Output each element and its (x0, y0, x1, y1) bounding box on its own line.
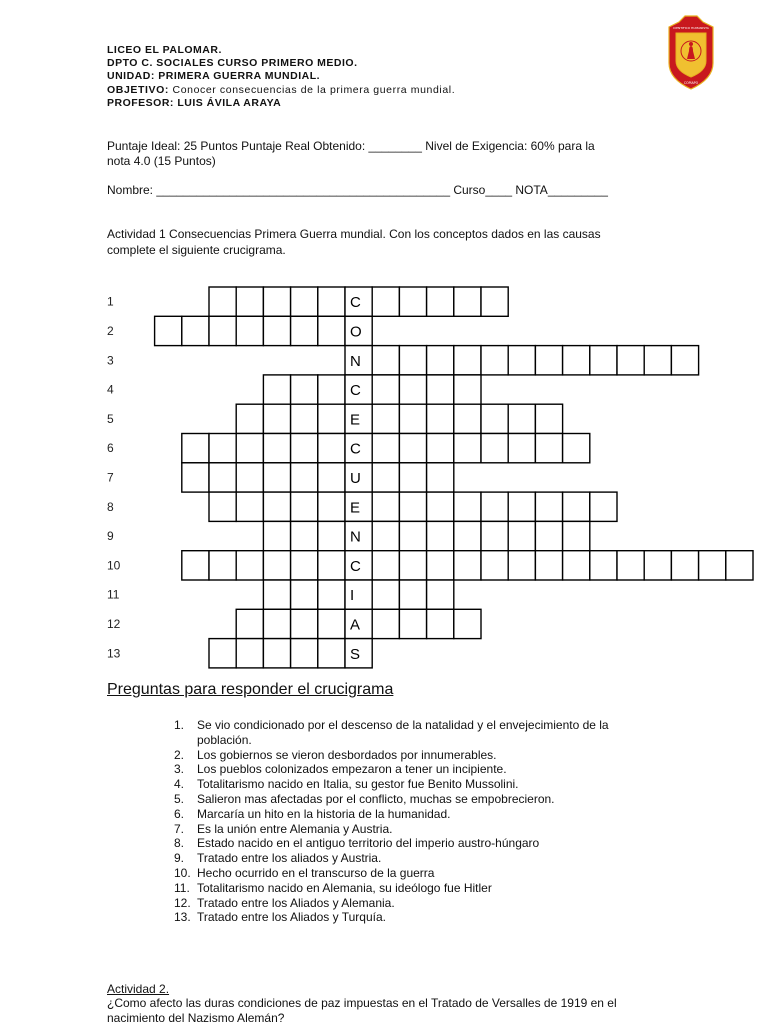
crossword-cell[interactable] (318, 287, 345, 316)
crossword-cell[interactable] (481, 492, 508, 521)
question-number: 11. (174, 880, 190, 895)
question-number: 3. (174, 762, 185, 777)
crossword-cell[interactable] (263, 287, 290, 316)
crossword-grid[interactable] (0, 280, 768, 670)
crossword-cell[interactable] (263, 316, 290, 345)
activity-2-question-line-2: nacimiento del Nazismo Alemán? (107, 1011, 285, 1025)
crossword-cell[interactable] (263, 434, 290, 463)
crossword-cell[interactable] (481, 404, 508, 433)
teacher: PROFESOR: LUIS ÁVILA ARAYA (107, 96, 282, 109)
question-text: Totalitarismo nacido en Italia, su gestor fue Benito Mussolini. (197, 777, 519, 792)
question-text: Los pueblos colonizados empezaron a tener un incipiente. (197, 762, 507, 777)
crossword-key-letter: N (350, 352, 361, 370)
question-text: Totalitarismo nacido en Alemania, su ideólogo fue Hitler (197, 880, 492, 895)
crossword-cell[interactable] (318, 492, 345, 521)
question-number: 12. (174, 895, 191, 910)
department: DPTO C. SOCIALES CURSO PRIMERO MEDIO. (107, 57, 358, 70)
crossword-cell[interactable] (318, 639, 345, 668)
crossword-cell[interactable] (263, 404, 290, 433)
crossword-cell[interactable] (508, 434, 535, 463)
crossword-cell[interactable] (508, 492, 535, 521)
crossword-cell[interactable] (535, 521, 562, 550)
crossword-cell[interactable] (454, 551, 481, 580)
crossword-cell[interactable] (182, 316, 209, 345)
question-text: Estado nacido en el antiguo territorio del imperio austro-húngaro (197, 836, 540, 851)
crossword-cell[interactable] (617, 346, 644, 375)
crossword-cell[interactable] (481, 521, 508, 550)
question-text: Tratado entre los Aliados y Alemania. (197, 895, 395, 910)
crossword-cell[interactable] (372, 404, 399, 433)
school-logo (667, 15, 715, 91)
crossword-key-letter: C (350, 440, 361, 458)
crossword-cell[interactable] (318, 463, 345, 492)
crossword-cell[interactable] (481, 346, 508, 375)
activity-2-title: Actividad 2. (107, 982, 170, 996)
logo-top-text: CIENTIFICO HUMANISTA (673, 26, 709, 30)
crossword-cell[interactable] (236, 639, 263, 668)
crossword-cell[interactable] (263, 551, 290, 580)
crossword-cell[interactable] (182, 551, 209, 580)
crossword-cell[interactable] (155, 316, 182, 345)
school-name: LICEO EL PALOMAR. (107, 44, 222, 56)
crossword-cell[interactable] (427, 375, 454, 404)
crossword-row-number: 4 (107, 382, 114, 397)
question-item (174, 807, 609, 822)
crossword-cell[interactable] (372, 551, 399, 580)
crossword-cell[interactable] (236, 492, 263, 521)
question-number: 5. (174, 791, 185, 806)
objective (107, 84, 455, 97)
crossword-cell[interactable] (427, 463, 454, 492)
question-text: Hecho ocurrido en el transcurso de la guerra (197, 865, 435, 880)
activity-2-question-line-1: ¿Como afecto las duras condiciones de paz impuestas en el Tratado de Versalles de 1919 en el (107, 996, 617, 1010)
crossword-cell[interactable] (454, 521, 481, 550)
crossword-cell[interactable] (236, 609, 263, 638)
question-item (174, 866, 609, 881)
crossword-row-number: 12 (107, 616, 121, 631)
crossword-row-number: 6 (107, 441, 114, 456)
question-text: Marcaría un hito en la historia de la humanidad. (197, 806, 451, 821)
crossword-row-number: 1 (107, 294, 114, 309)
crossword-cell[interactable] (644, 551, 671, 580)
crossword-cell[interactable] (427, 287, 454, 316)
crossword-key-letter: C (350, 382, 361, 400)
crossword-cell[interactable] (563, 346, 590, 375)
question-text: población. (197, 732, 252, 747)
crossword-cell[interactable] (263, 521, 290, 550)
question-item (174, 896, 609, 911)
crossword-cell[interactable] (427, 609, 454, 638)
crossword-key-letter: O (350, 323, 362, 341)
crossword-cell[interactable] (454, 404, 481, 433)
crossword-row-number: 11 (107, 587, 120, 602)
crossword-cell[interactable] (372, 346, 399, 375)
question-number: 13. (174, 910, 191, 925)
crossword-cell[interactable] (291, 639, 318, 668)
crossword-cell[interactable] (726, 551, 753, 580)
crossword-cell[interactable] (699, 551, 726, 580)
crossword-cell[interactable] (399, 492, 426, 521)
crossword-cell[interactable] (209, 463, 236, 492)
crossword-cell[interactable] (372, 375, 399, 404)
crossword-cell[interactable] (399, 346, 426, 375)
crossword-cell[interactable] (236, 404, 263, 433)
crossword-key-letter: U (350, 469, 361, 487)
crossword-cell[interactable] (291, 375, 318, 404)
question-number: 9. (174, 851, 185, 866)
crossword-cell[interactable] (481, 434, 508, 463)
activity-1-line-1: Actividad 1 Consecuencias Primera Guerra mundial. Con los conceptos dados en las causas (107, 227, 601, 241)
question-item (174, 718, 609, 748)
crossword-cell[interactable] (236, 287, 263, 316)
questions-title: Preguntas para responder el crucigrama (107, 681, 394, 698)
questions-list (174, 718, 609, 925)
crossword-cell[interactable] (399, 609, 426, 638)
crossword-cell[interactable] (372, 434, 399, 463)
crossword-cell[interactable] (291, 404, 318, 433)
crossword-cell[interactable] (481, 287, 508, 316)
crossword-cell[interactable] (318, 434, 345, 463)
question-item (174, 792, 609, 807)
crossword-cell[interactable] (454, 346, 481, 375)
question-text: Los gobiernos se vieron desbordados por innumerables. (197, 747, 497, 762)
crossword-cell[interactable] (563, 492, 590, 521)
crossword-cell[interactable] (508, 404, 535, 433)
crossword-row-number: 5 (107, 411, 114, 426)
crossword-cell[interactable] (209, 316, 236, 345)
crossword-cell[interactable] (291, 521, 318, 550)
crossword-cell[interactable] (291, 316, 318, 345)
student-info-line[interactable]: Nombre: ____________________________________________ Curso____ NOTA_________ (107, 183, 608, 197)
crossword-cell[interactable] (644, 346, 671, 375)
crossword-cell[interactable] (291, 434, 318, 463)
crossword-cell[interactable] (399, 521, 426, 550)
crossword-cell[interactable] (427, 404, 454, 433)
crossword-cell[interactable] (535, 404, 562, 433)
crossword-cell[interactable] (590, 551, 617, 580)
question-item (174, 836, 609, 851)
crossword-cell[interactable] (318, 521, 345, 550)
question-number: 10. (174, 865, 191, 880)
crossword-cell[interactable] (399, 580, 426, 609)
crossword-cell[interactable] (209, 434, 236, 463)
crossword-key-letter: E (350, 499, 361, 517)
crossword-cell[interactable] (263, 580, 290, 609)
unit: UNIDAD: PRIMERA GUERRA MUNDIAL. (107, 70, 321, 83)
score-line-1: Puntaje Ideal: 25 Puntos Puntaje Real Obtenido: ________ Nivel de Exigencia: 60% para la (107, 139, 595, 153)
crossword-cell[interactable] (617, 551, 644, 580)
question-item (174, 881, 609, 896)
crossword-cell[interactable] (508, 346, 535, 375)
crossword-cell[interactable] (318, 375, 345, 404)
question-item (174, 762, 609, 777)
question-item (174, 777, 609, 792)
crossword-cell[interactable] (427, 346, 454, 375)
crossword-cell[interactable] (535, 492, 562, 521)
crossword-cell[interactable] (236, 551, 263, 580)
crossword-cell[interactable] (263, 492, 290, 521)
crossword-cell[interactable] (372, 463, 399, 492)
crossword-cell[interactable] (481, 551, 508, 580)
question-text: Salieron mas afectadas por el conflicto, muchas se empobrecieron. (197, 791, 555, 806)
crossword-cell[interactable] (563, 551, 590, 580)
question-item (174, 748, 609, 763)
crossword-key-letter: S (350, 645, 361, 663)
crossword-cell[interactable] (671, 551, 698, 580)
crossword-cell[interactable] (590, 492, 617, 521)
crossword-cell[interactable] (291, 287, 318, 316)
crossword-cell[interactable] (318, 580, 345, 609)
question-item (174, 822, 609, 837)
question-number: 7. (174, 821, 185, 836)
crossword-row-number: 13 (107, 646, 121, 661)
crossword-cell[interactable] (263, 609, 290, 638)
question-number: 2. (174, 747, 185, 762)
crossword-row-number: 8 (107, 499, 114, 514)
question-number: 4. (174, 777, 185, 792)
crossword-cell[interactable] (590, 346, 617, 375)
crossword-cell[interactable] (399, 463, 426, 492)
crossword-key-letter: C (350, 294, 361, 312)
crossword-cell[interactable] (291, 492, 318, 521)
crossword-cell[interactable] (671, 346, 698, 375)
crossword-cell[interactable] (372, 521, 399, 550)
crossword-cell[interactable] (563, 521, 590, 550)
question-text: Tratado entre los Aliados y Turquía. (197, 910, 386, 925)
crossword-cell[interactable] (372, 609, 399, 638)
crossword-cell[interactable] (263, 375, 290, 404)
question-number: 8. (174, 836, 185, 851)
crossword-key-letter: E (350, 411, 361, 429)
objective-text: Conocer consecuencias de la primera guerra mundial. (169, 83, 456, 96)
crossword-cell[interactable] (263, 639, 290, 668)
crossword-cell[interactable] (454, 287, 481, 316)
crossword-row-number: 10 (107, 558, 121, 573)
crossword-cell[interactable] (427, 492, 454, 521)
score-line-2: nota 4.0 (15 Puntos) (107, 154, 216, 168)
activity-1-line-2: complete el siguiente crucigrama. (107, 243, 286, 257)
crossword-cell[interactable] (182, 463, 209, 492)
crossword-cell[interactable] (291, 580, 318, 609)
crossword-key-letter: N (350, 528, 361, 546)
crossword-cell[interactable] (427, 551, 454, 580)
document-header (107, 44, 455, 110)
crossword-cell[interactable] (427, 521, 454, 550)
crossword-cell[interactable] (399, 434, 426, 463)
crossword-cell[interactable] (236, 316, 263, 345)
crossword-cell[interactable] (236, 434, 263, 463)
crossword-row-number: 9 (107, 529, 114, 544)
question-text: Es la unión entre Alemania y Austria. (197, 821, 393, 836)
crossword-key-letter: A (350, 616, 361, 634)
question-number: 6. (174, 806, 185, 821)
crossword-cell[interactable] (399, 551, 426, 580)
crossword-cell[interactable] (291, 463, 318, 492)
crossword-cell[interactable] (372, 580, 399, 609)
question-text: Se vio condicionado por el descenso de la natalidad y el envejecimiento de la (197, 718, 609, 732)
crossword-cell[interactable] (427, 434, 454, 463)
crossword-cell[interactable] (291, 609, 318, 638)
crossword-cell[interactable] (318, 316, 345, 345)
crossword-cell[interactable] (209, 492, 236, 521)
crossword-cell[interactable] (399, 375, 426, 404)
crossword-cell[interactable] (454, 375, 481, 404)
crossword-row-number: 3 (107, 353, 114, 368)
crossword-cell[interactable] (372, 492, 399, 521)
crossword-cell[interactable] (535, 346, 562, 375)
crossword-cell[interactable] (535, 434, 562, 463)
crossword-cell[interactable] (535, 551, 562, 580)
crossword-cell[interactable] (399, 404, 426, 433)
crossword-cell[interactable] (508, 521, 535, 550)
crossword-cell[interactable] (563, 434, 590, 463)
crossword-cell[interactable] (427, 580, 454, 609)
question-item (174, 851, 609, 866)
crossword-cell[interactable] (209, 639, 236, 668)
crossword-cell[interactable] (399, 287, 426, 316)
crossword-cell[interactable] (318, 609, 345, 638)
question-item (174, 910, 609, 925)
activity-2-question (107, 996, 617, 1026)
crossword-cell[interactable] (454, 434, 481, 463)
crossword-cell[interactable] (508, 551, 535, 580)
crossword-row-number: 7 (107, 470, 114, 485)
crossword-cell[interactable] (291, 551, 318, 580)
crossword-cell[interactable] (372, 287, 399, 316)
crossword-cell[interactable] (182, 434, 209, 463)
crossword-cell[interactable] (236, 463, 263, 492)
crossword-key-letter: C (350, 557, 361, 575)
logo-bottom-text: COPIAPO (683, 81, 699, 85)
objective-label: OBJETIVO: (107, 83, 169, 96)
crossword-cell[interactable] (209, 551, 236, 580)
crossword-cell[interactable] (263, 463, 290, 492)
crossword-cell[interactable] (454, 492, 481, 521)
question-number: 1. (174, 718, 185, 732)
crossword-cell[interactable] (454, 609, 481, 638)
crossword-key-letter: I (350, 587, 355, 605)
question-text: Tratado entre los aliados y Austria. (197, 851, 382, 866)
crossword-row-number: 2 (107, 323, 114, 338)
crossword-cell[interactable] (318, 404, 345, 433)
crossword-cell[interactable] (209, 287, 236, 316)
crossword-cell[interactable] (318, 551, 345, 580)
